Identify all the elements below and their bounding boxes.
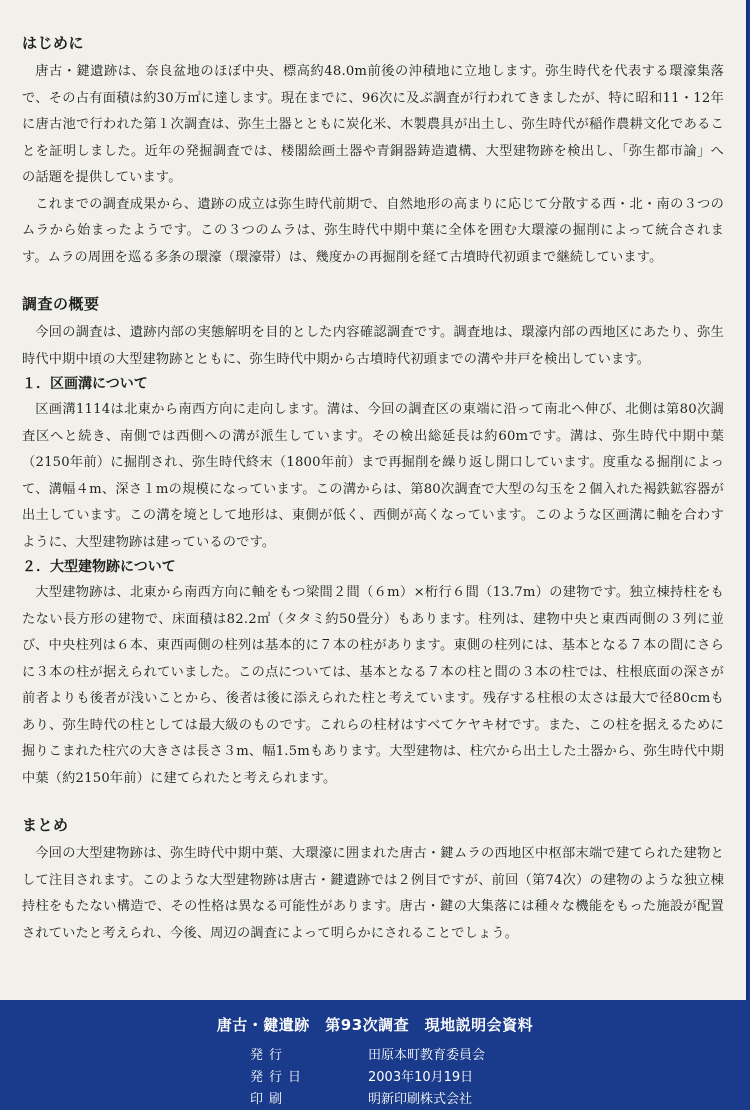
overview-intro: 今回の調査は、遺跡内部の実態解明を目的とした内容確認調査です。調査地は、環濠内部の西地区にあたり、弥生時代中期中頃の大型建物跡とともに、弥生時代中期から古墳時代初頭までの溝や井戸を検出しています。 xyxy=(22,325,724,367)
footer-value: 明新印刷株式会社 xyxy=(368,1092,473,1107)
footer-label: 発行日 xyxy=(250,1070,308,1085)
summary-text: 今回の大型建物跡は、弥生時代中期中葉、大環濠に囲まれた唐古・鍵ムラの西地区中枢部末端で建てられた建物として注目されます。このような大型建物跡は唐古・鍵遺跡では２例目ですが、前回（第74次）の建物のような独立棟持柱をもたない構造で、その性格は異なる可能性があります。唐古・鍵の大集落には種々な機能をもった施設が配置されていたと考えられ、今後、周辺の調査によって明らかにされることでしょう。 xyxy=(22,846,724,941)
footer-label: 印刷 xyxy=(250,1092,289,1107)
overview-section xyxy=(22,293,724,792)
footer-row-date xyxy=(250,1066,670,1085)
footer-value: 2003年10月19日 xyxy=(368,1070,474,1085)
summary-section xyxy=(22,814,724,947)
subsection-heading-2: ２．大型建物跡について xyxy=(22,559,176,575)
intro-paragraph: これまでの調査成果から、遺跡の成立は弥生時代前期で、自然地形の高まりに応じて分散する西・北・南の３つのムラから始まったようです。この３つのムラは、弥生時代中期中葉に全体を囲む大環濠の掘削によって統合されます。ムラの周囲を巡る多条の環濠（環濠帯）は、幾度かの再掘削を経て古墳時代初頭まで継続しています。 xyxy=(22,196,724,265)
footer-row-printer xyxy=(250,1088,670,1107)
summary-heading: まとめ xyxy=(22,816,69,834)
subsection-text-2: 大型建物跡は、北東から南西方向に軸をもつ梁間２間（６m）×桁行６間（13.7m）の建物です。独立棟持柱をもたない長方形の建物で、床面積は82.2㎡（タタミ約50畳分）もあります。柱列は、建物中央と東西両側の３列に並び、中央柱列は６本、東西両側の柱列は基本的に７本の柱があります。東側の柱列には、基本となる７本の間にさらに３本の柱が据えられていました。この点については、基本となる７本の柱と間の３本の柱では、柱根底面の深さが前者よりも後者が浅いことから、後者は後に添えられた柱と考えています。残存する柱根の太さは最大で径80cmもあり、弥生時代の柱としては最大級のものです。これらの柱材はすべてケヤキ材です。また、この柱を据えるために掘りこまれた柱穴の大きさは長さ３m、幅1.5mもあります。大型建物は、柱穴から出土した土器から、弥生時代中期中葉（約2150年前）に建てられたと考えられます。 xyxy=(22,585,724,786)
footer-row-publisher xyxy=(250,1044,670,1063)
intro-section xyxy=(22,32,724,271)
intro-heading: はじめに xyxy=(22,34,85,52)
footer-label: 発行 xyxy=(250,1048,289,1063)
overview-heading: 調査の概要 xyxy=(22,295,100,313)
footer-value: 田原本町教育委員会 xyxy=(368,1048,486,1063)
footer-title: 唐古・鍵遺跡 第93次調査 現地説明会資料 xyxy=(216,1016,534,1034)
colophon-footer xyxy=(0,1000,750,1110)
intro-paragraph: 唐古・鍵遺跡は、奈良盆地のほぼ中央、標高約48.0m前後の沖積地に立地します。弥生時代を代表する環濠集落で、その占有面積は約30万㎡に達します。現在までに、96次に及ぶ調査が行われてきましたが、特に昭和11・12年に唐古池で行われた第１次調査は、弥生土器とともに炭化米、木製農具が出土し、弥生時代が稲作農耕文化であることを証明しました。近年の発掘調査では、楼閣絵画土器や青銅器鋳造遺構、大型建物跡を検出し、「弥生都市論」への話題を提供しています。 xyxy=(22,64,724,185)
subsection-text-1: 区画溝1114は北東から南西方向に走向します。溝は、今回の調査区の東端に沿って南北へ伸び、北側は第80次調査区へと続き、南側では西側への溝が派生しています。その検出総延長は約60mです。溝は、弥生時代中期中葉（2150年前）に掘削され、弥生時代終末（1800年前）まで再掘削を繰り返し開口しています。度重なる掘削によって、溝幅４m、深さ１mの規模になっています。この溝からは、第80次調査で大型の勾玉を２個入れた褐鉄鉱容器が出土しています。この溝を境として地形は、東側が低く、西側が高くなっています。このような区画溝に軸を合わすように、大型建物跡は建っているのです。 xyxy=(22,402,724,550)
subsection-heading-1: １．区画溝について xyxy=(22,376,148,392)
